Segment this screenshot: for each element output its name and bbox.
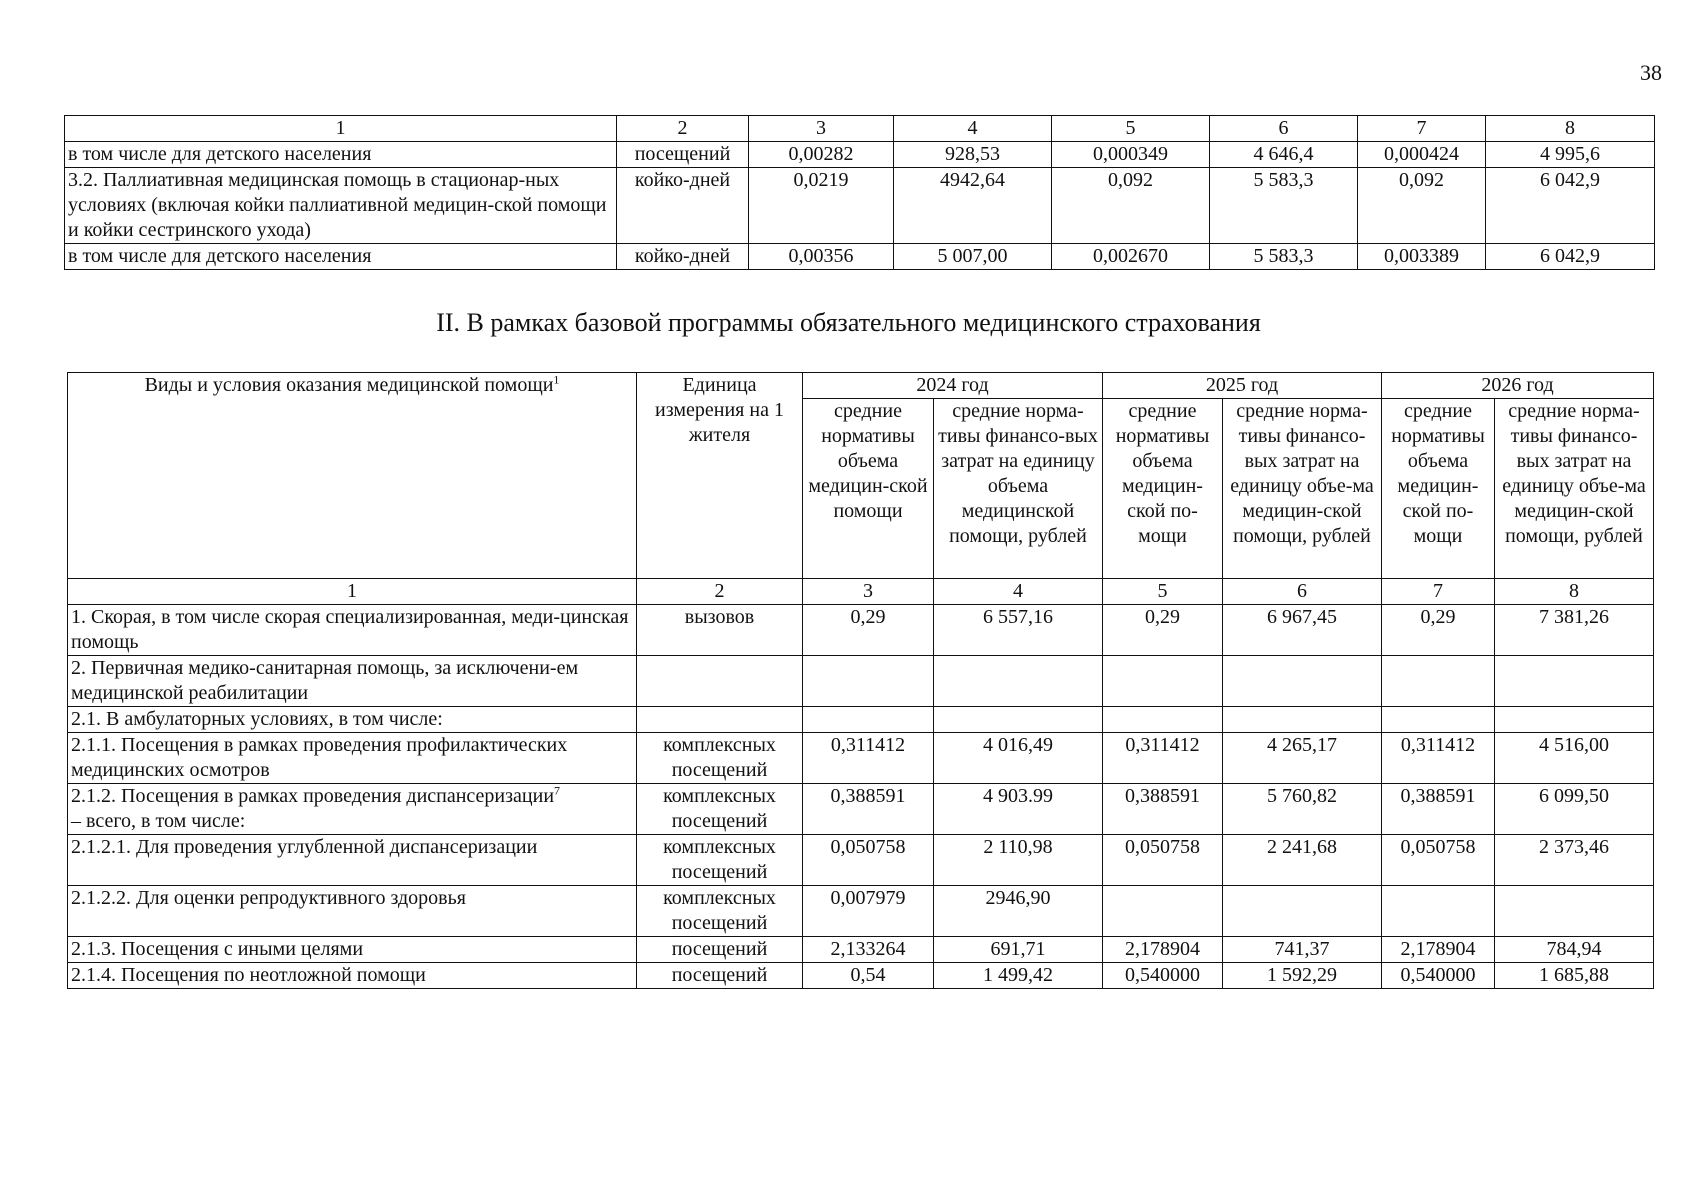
col-number: 6: [1210, 116, 1358, 142]
row-unit: посещений: [637, 963, 803, 989]
cell: 0,311412: [803, 733, 934, 784]
row-name: 2.1.2. Посещения в рамках проведения диспансеризации$^7$ – всего, в том числе:: [68, 784, 637, 835]
cell: 6 967,45: [1223, 605, 1382, 656]
row-unit: [637, 656, 803, 707]
cell: 0,0219: [749, 168, 894, 244]
subheader-volume: средние нормативы объема медицин-ской по-мощи: [1103, 399, 1223, 579]
cell: 0,050758: [803, 835, 934, 886]
col-number: 4: [934, 579, 1103, 605]
row-name: 2.1.1. Посещения в рамках проведения профилактических медицинских осмотров: [68, 733, 637, 784]
cell: 2 373,46: [1495, 835, 1654, 886]
col-number: 3: [803, 579, 934, 605]
cell: [1495, 886, 1654, 937]
table-row: [68, 963, 1654, 989]
subheader-cost: средние норма-тивы финансо-вых затрат на единицу объе-ма медицин-ской помощи, рублей: [1223, 399, 1382, 579]
row-unit: комплексных посещений: [637, 835, 803, 886]
col-number: 2: [637, 579, 803, 605]
table-continuation: [64, 115, 1655, 270]
cell: 0,000349: [1052, 142, 1210, 168]
cell: 741,37: [1223, 937, 1382, 963]
cell: 0,003389: [1358, 244, 1486, 270]
cell: 7 381,26: [1495, 605, 1654, 656]
row-unit: вызовов: [637, 605, 803, 656]
cell: 2946,90: [934, 886, 1103, 937]
row-unit: койко-дней: [617, 168, 749, 244]
cell: [1382, 656, 1495, 707]
cell: 6 099,50: [1495, 784, 1654, 835]
cell: 5 583,3: [1210, 168, 1358, 244]
cell: [1223, 707, 1382, 733]
col-number: 1: [65, 116, 617, 142]
row-name: 2.1.2.2. Для оценки репродуктивного здоровья: [68, 886, 637, 937]
row-name: 2.1.4. Посещения по неотложной помощи: [68, 963, 637, 989]
cell: 0,007979: [803, 886, 934, 937]
cell: 0,388591: [1382, 784, 1495, 835]
cell: 0,000424: [1358, 142, 1486, 168]
row-unit: [637, 707, 803, 733]
col-number: 5: [1052, 116, 1210, 142]
cell: [1103, 886, 1223, 937]
cell: 0,311412: [1103, 733, 1223, 784]
cell: 5 760,82: [1223, 784, 1382, 835]
cell: 2 241,68: [1223, 835, 1382, 886]
cell: [1223, 886, 1382, 937]
cell: 0,540000: [1382, 963, 1495, 989]
cell: [803, 656, 934, 707]
col-number: 1: [68, 579, 637, 605]
table-row: [68, 835, 1654, 886]
cell: 0,29: [1382, 605, 1495, 656]
col-number: 6: [1223, 579, 1382, 605]
cell: [1495, 656, 1654, 707]
table-row: [65, 244, 1655, 270]
col-number: 5: [1103, 579, 1223, 605]
row-name: 2. Первичная медико-санитарная помощь, за исключени-ем медицинской реабилитации: [68, 656, 637, 707]
cell: 6 042,9: [1486, 244, 1655, 270]
col-number: 8: [1486, 116, 1655, 142]
cell: [1223, 656, 1382, 707]
table-row: [68, 937, 1654, 963]
row-unit: койко-дней: [617, 244, 749, 270]
cell: [1103, 656, 1223, 707]
cell: 2,178904: [1103, 937, 1223, 963]
col-number: 7: [1382, 579, 1495, 605]
cell: 0,050758: [1103, 835, 1223, 886]
col-number: 3: [749, 116, 894, 142]
cell: [934, 656, 1103, 707]
table-row: [68, 733, 1654, 784]
table-row: [68, 605, 1654, 656]
column-number-row: [68, 579, 1654, 605]
cell: 1 499,42: [934, 963, 1103, 989]
row-name: в том числе для детского населения: [65, 244, 617, 270]
row-unit: комплексных посещений: [637, 784, 803, 835]
cell: 0,00356: [749, 244, 894, 270]
row-unit: комплексных посещений: [637, 886, 803, 937]
cell: 4 016,49: [934, 733, 1103, 784]
cell: [803, 707, 934, 733]
cell: 2,178904: [1382, 937, 1495, 963]
row-name: в том числе для детского населения: [65, 142, 617, 168]
cell: 4 903.99: [934, 784, 1103, 835]
header-unit: Единица измерения на 1 жителя: [637, 373, 803, 579]
cell: 0,29: [803, 605, 934, 656]
cell: [1495, 707, 1654, 733]
subheader-volume: средние нормативы объема медицин-ской помощи: [803, 399, 934, 579]
table-row: [65, 142, 1655, 168]
cell: 0,54: [803, 963, 934, 989]
col-number: 7: [1358, 116, 1486, 142]
row-name: 3.2. Паллиативная медицинская помощь в стационар-ных условиях (включая койки паллиативной медицин-ской помощи и койки сестринского ухода): [65, 168, 617, 244]
table-row: [65, 168, 1655, 244]
cell: 4 995,6: [1486, 142, 1655, 168]
cell: 0,002670: [1052, 244, 1210, 270]
cell: 0,388591: [1103, 784, 1223, 835]
row-name: 2.1.2.1. Для проведения углубленной диспансеризации: [68, 835, 637, 886]
row-name: 2.1. В амбулаторных условиях, в том числе:: [68, 707, 637, 733]
table-row: [68, 707, 1654, 733]
column-number-row: [65, 116, 1655, 142]
table-basic-program: [67, 372, 1654, 989]
table-row: [68, 886, 1654, 937]
table-row: [68, 656, 1654, 707]
cell: [934, 707, 1103, 733]
row-unit: посещений: [617, 142, 749, 168]
header-row: [68, 373, 1654, 399]
cell: 0,050758: [1382, 835, 1495, 886]
cell: 6 042,9: [1486, 168, 1655, 244]
cell: 928,53: [894, 142, 1052, 168]
subheader-cost: средние норма-тивы финансо-вых затрат на единицу объе-ма медицин-ской помощи, рублей: [1495, 399, 1654, 579]
subheader-volume: средние нормативы объема медицин-ской по-мощи: [1382, 399, 1495, 579]
cell: 2 110,98: [934, 835, 1103, 886]
cell: 5 583,3: [1210, 244, 1358, 270]
page-number: 38: [1640, 60, 1662, 85]
cell: 0,29: [1103, 605, 1223, 656]
cell: 4 516,00: [1495, 733, 1654, 784]
header-year-2024: 2024 год: [803, 373, 1103, 399]
cell: [1382, 707, 1495, 733]
cell: [1103, 707, 1223, 733]
section-heading: II. В рамках базовой программы обязательного медицинского страхования: [436, 308, 1261, 337]
cell: 4 646,4: [1210, 142, 1358, 168]
cell: 0,092: [1052, 168, 1210, 244]
header-kind: Виды и условия оказания медицинской помощи$^1$: [68, 373, 637, 579]
row-name: 2.1.3. Посещения с иными целями: [68, 937, 637, 963]
cell: 0,092: [1358, 168, 1486, 244]
cell: [1382, 886, 1495, 937]
cell: 0,388591: [803, 784, 934, 835]
header-year-2025: 2025 год: [1103, 373, 1382, 399]
row-unit: посещений: [637, 937, 803, 963]
cell: 1 592,29: [1223, 963, 1382, 989]
cell: 1 685,88: [1495, 963, 1654, 989]
cell: 2,133264: [803, 937, 934, 963]
col-number: 2: [617, 116, 749, 142]
cell: 4 265,17: [1223, 733, 1382, 784]
cell: 4942,64: [894, 168, 1052, 244]
cell: 5 007,00: [894, 244, 1052, 270]
row-unit: комплексных посещений: [637, 733, 803, 784]
col-number: 8: [1495, 579, 1654, 605]
cell: 0,311412: [1382, 733, 1495, 784]
row-name: 1. Скорая, в том числе скорая специализированная, меди-цинская помощь: [68, 605, 637, 656]
header-year-2026: 2026 год: [1382, 373, 1654, 399]
cell: 0,540000: [1103, 963, 1223, 989]
subheader-cost: средние норма-тивы финансо-вых затрат на единицу объема медицинской помощи, рублей: [934, 399, 1103, 579]
cell: 0,00282: [749, 142, 894, 168]
cell: 691,71: [934, 937, 1103, 963]
table-row: [68, 784, 1654, 835]
cell: 6 557,16: [934, 605, 1103, 656]
col-number: 4: [894, 116, 1052, 142]
cell: 784,94: [1495, 937, 1654, 963]
